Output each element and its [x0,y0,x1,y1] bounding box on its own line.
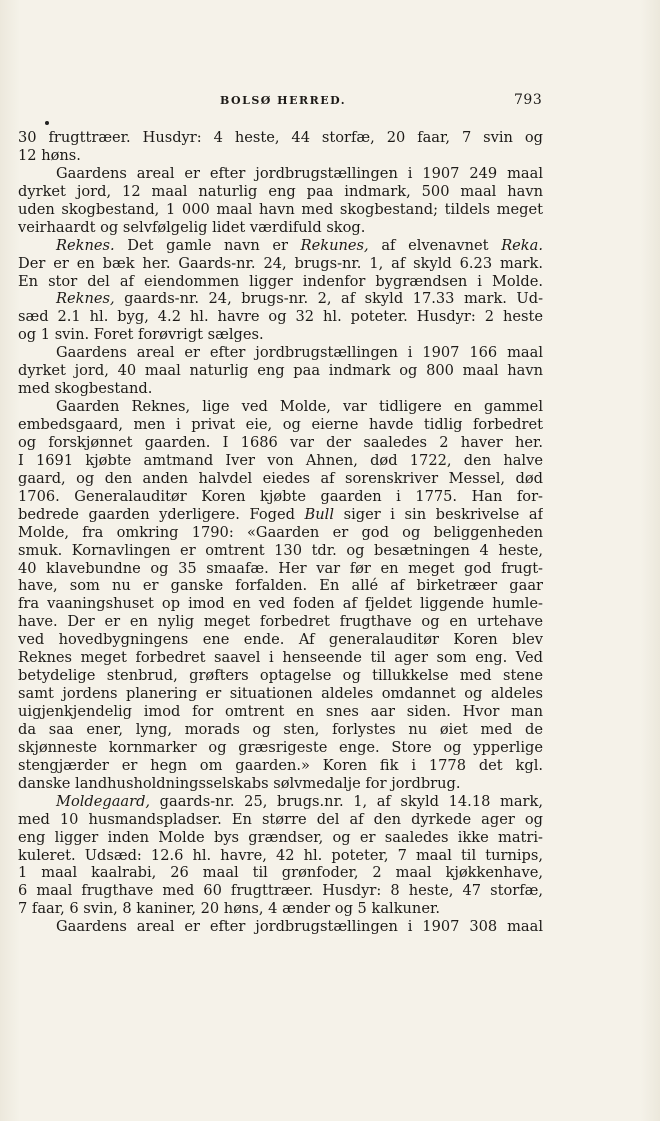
text-line: da saa ener, lyng, morads og sten, forlystes nu øiet med de [18,720,543,738]
text-line: og forskjønnet gaarden. I 1686 var der saaledes 2 haver her. [18,433,543,451]
text-segment: siger i sin beskrivelse af [334,505,543,523]
text-line: Der er en bæk her. Gaards-nr. 24, brugs-nr. 1, af skyld 6.23 mark. [18,254,543,272]
text-line [18,237,543,255]
text-line: skjønneste kornmarker og græsrigeste enge. Store og ypperlige [18,738,543,756]
text-line [18,290,543,308]
text-line: uigjenkjendelig imod for omtrent en snes aar siden. Hvor man [18,703,543,720]
text-line: En stor del af eiendommen ligger indenfor bygrændsen i Molde. [18,272,543,290]
running-head [0,94,660,110]
text-line: og 1 svin. Foret forøvrigt sælges. [18,326,264,344]
text-line: 12 høns. [18,146,81,164]
ink-dot [45,121,49,125]
text-line: Gaardens areal er efter jordbrugstællingen i 1907 308 maal [56,918,543,936]
text-segment: bedrede gaarden yderligere. Foged [18,505,305,523]
text-line: ved hovedbygningens ene ende. Af generalauditør Koren blev [18,631,543,649]
text-line: samt jordens planering er situationen aldeles omdannet og aldeles [18,685,543,703]
text-line: 7 faar, 6 svin, 8 kaniner, 20 høns, 4 ænder og 5 kalkuner. [18,900,440,918]
text-line: uden skogbestand, 1 000 maal havn med skogbestand; tildels meget [18,200,543,218]
text-segment: Det gamle navn er [114,236,301,254]
text-line: fra vaaningshuset op imod en ved foden af fjeldet liggende humle- [18,595,543,613]
text-line: Gaardens areal er efter jordbrugstællingen i 1907 166 maal [56,344,543,362]
text-line: have. Der er en nylig meget forbedret frugthave og en urtehave [18,613,543,631]
italic-text: Reka. [501,236,543,254]
text-line [18,506,543,524]
text-line: stengjærder er hegn om gaarden.» Koren fik i 1778 det kgl. [18,756,543,774]
text-line: Reknes meget forbedret saavel i henseende til ager som eng. Ved [18,649,543,667]
italic-text: Reknes. [56,236,115,254]
italic-text: Bull [304,505,335,523]
text-line: I 1691 kjøbte amtmand Iver von Ahnen, død 1722, den halve [18,451,543,469]
running-head-title: BOLSØ HERRED. [220,94,347,107]
text-line: kuleret. Udsæd: 12.6 hl. havre, 42 hl. poteter, 7 maal til turnips, [18,846,543,864]
text-line: eng ligger inden Molde bys grændser, og er saaledes ikke matri- [18,828,543,846]
text-line: veirhaardt og selvfølgelig lidet værdifuld skog. [18,218,366,236]
text-segment: gaards-nr. 24, brugs-nr. 2, af skyld 17.33 mark. Ud- [114,290,543,308]
text-line: Molde, fra omkring 1790: «Gaarden er god og beliggenheden [18,523,543,541]
text-line: have, som nu er ganske forfalden. En allé af birketræer gaar [18,577,543,595]
text-line: med 10 husmandspladser. En større del af den dyrkede ager og [18,810,543,828]
text-line: 1 maal kaalrabi, 26 maal til grønfoder, 2 maal kjøkkenhave, [18,864,543,882]
italic-text: Rekunes, [300,236,369,254]
text-line: 1706. Generalauditør Koren kjøbte gaarden i 1775. Han for- [18,487,543,505]
text-segment: gaards-nr. 25, brugs.nr. 1, af skyld 14.18 mark, [150,792,543,810]
text-line: betydelige stenbrud, grøfters optagelse og tillukkelse med stene [18,667,543,685]
text-line: 30 frugttræer. Husdyr: 4 heste, 44 storfæ, 20 faar, 7 svin og [18,129,543,146]
text-line: sæd 2.1 hl. byg, 4.2 hl. havre og 32 hl. poteter. Husdyr: 2 heste [18,308,543,326]
text-line: dyrket jord, 40 maal naturlig eng paa indmark og 800 maal havn [18,362,543,380]
text-line: dyrket jord, 12 maal naturlig eng paa indmark, 500 maal havn [18,182,543,200]
text-line: 40 klavebundne og 35 smaafæ. Her var før en meget god frugt- [18,559,543,577]
text-line [18,793,543,811]
text-line: gaard, og den anden halvdel eiedes af sorenskriver Messel, død [18,469,543,487]
text-line: Gaarden Reknes, lige ved Molde, var tidligere en gammel [56,398,543,416]
body-text [18,129,543,936]
italic-text: Reknes, [56,290,115,308]
text-line: smuk. Kornavlingen er omtrent 130 tdr. og besætningen 4 heste, [18,541,543,559]
text-line: 6 maal frugthave med 60 frugttræer. Husdyr: 8 heste, 47 storfæ, [18,882,543,900]
page-number: 793 [514,92,543,108]
text-line: embedsgaard, men i privat eie, og eierne havde tidlig forbedret [18,416,543,433]
text-line: med skogbestand. [18,380,153,398]
text-line: danske landhusholdningsselskabs sølvmedalje for jordbrug. [18,774,461,792]
text-line: Gaardens areal er efter jordbrugstællingen i 1907 249 maal [56,164,543,182]
text-segment: af elvenavnet [368,236,502,254]
italic-text: Moldegaard, [56,792,151,810]
